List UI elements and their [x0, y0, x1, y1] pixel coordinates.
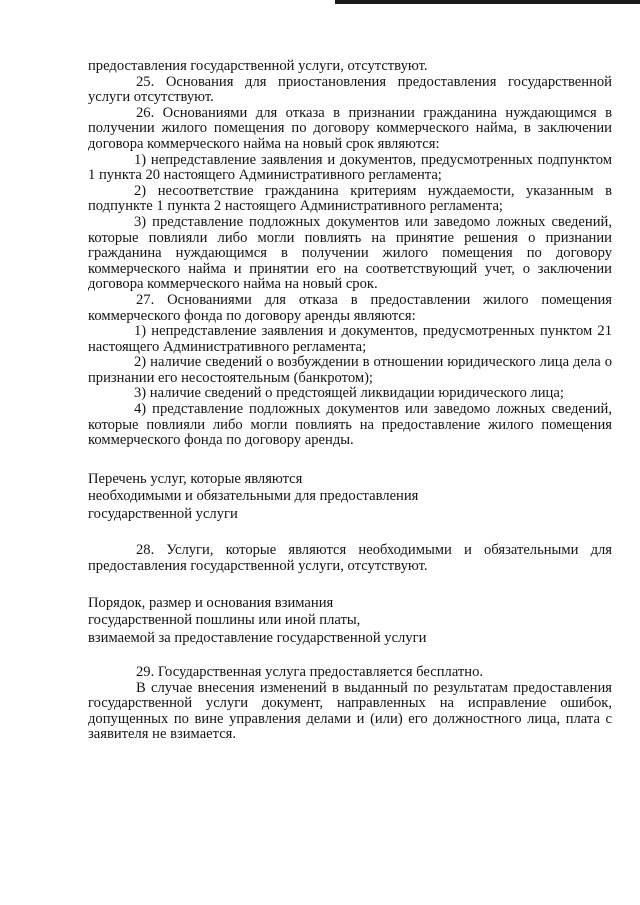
section-heading-line: Порядок, размер и основания взимания: [88, 594, 334, 611]
section-heading-line: необходимыми и обязательными для предоставления: [88, 488, 419, 505]
section-heading-fees: [88, 595, 612, 648]
paragraph-27-item-3: 3) наличие сведений о предстоящей ликвидации юридического лица;: [134, 385, 564, 402]
document-body: [88, 59, 612, 743]
section-heading-line: взимаемой за предоставление государственной услуги: [88, 629, 427, 646]
section-heading-line: Перечень услуг, которые являются: [88, 470, 303, 487]
section-heading-line: государственной пошлины или иной платы,: [88, 612, 361, 629]
paragraph-27-item-4: 4) представление подложных документов или заведомо ложных сведений, которые повлияли либо могли повлиять на предоставление жилого помещения коммерческого фонда по договору аренды.: [88, 401, 612, 449]
paragraph-27-item-1: 1) непредставление заявления и документов, предусмотренных пунктом 21 настоящего Административного регламента;: [88, 323, 612, 355]
paragraph-29: 29. Государственная услуга предоставляется бесплатно.: [136, 664, 484, 681]
paragraph-27: 27. Основаниями для отказа в предоставлении жилого помещения коммерческого фонда по договору аренды являются:: [88, 291, 612, 324]
paragraph-continuation: предоставления государственной услуги, отсутствуют.: [88, 58, 428, 74]
section-heading-line: государственной услуги: [88, 505, 238, 522]
section-heading-services: [88, 471, 612, 524]
paragraph-28: 28. Услуги, которые являются необходимыми и обязательными для предоставления государственной услуги, отсутствуют.: [88, 542, 612, 574]
top-edge-line: [335, 0, 640, 4]
paragraph-26-item-1: 1) непредставление заявления и документов, предусмотренных подпунктом 1 пункта 20 настоящего Административного регламента;: [88, 151, 612, 184]
paragraph-25: 25. Основания для приостановления предоставления государственной услуги отсутствуют.: [88, 73, 612, 106]
paragraph-26: 26. Основаниями для отказа в признании гражданина нуждающимся в получении жилого помещения по договору коммерческого найма, в заключении договора коммерческого найма на новый срок являются:: [88, 104, 612, 152]
paragraph-27-item-2: 2) наличие сведений о возбуждении в отношении юридического лица дела о признании его несостоятельным (банкротом);: [88, 354, 612, 386]
paragraph-26-item-2: 2) несоответствие гражданина критериям нуждаемости, указанным в подпункте 1 пункта 2 настоящего Административного регламента;: [88, 182, 612, 215]
paragraph-29-continuation: В случае внесения изменений в выданный по результатам предоставления государственной услуги документ, направленных на исправление ошибок, допущенных по вине управления делами и (или) его должностного лица, плата с заявителя не взимается.: [88, 679, 612, 743]
paragraph-26-item-3: 3) представление подложных документов или заведомо ложных сведений, которые повлияли либо могли повлиять на принятие решения о признании гражданина нуждающимся в получении жилого помещения по договору коммерческого найма и принятии его на соответствующий учет, о заключении договора коммерческого найма на новый срок.: [88, 213, 612, 293]
